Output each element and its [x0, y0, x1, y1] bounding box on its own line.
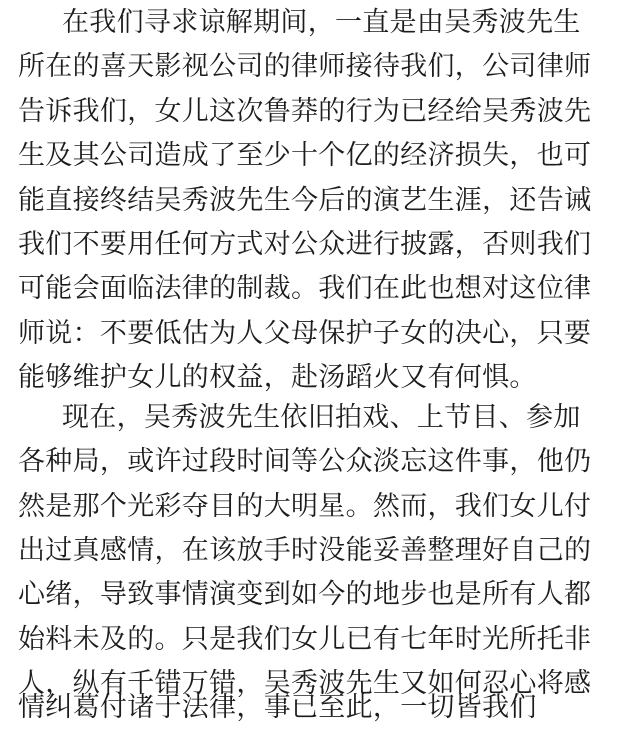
paragraph-2-line-7: 人，纵有千错万错，吴秀波先生又如何忍心将感 — [18, 668, 592, 699]
paragraph-2-line-8-cropped: 情纠葛付诸于法律，事已至此，一切皆我们 — [18, 692, 537, 723]
paragraph-2-line-5: 心绪，导致事情演变到如今的地步也是所有人都 — [18, 579, 592, 610]
paragraph-1-line-7: 可能会面临法律的制裁。我们在此也想对这位律 — [18, 273, 592, 304]
paragraph-2-line-6: 始料未及的。只是我们女儿已有七年时光所托非 — [18, 624, 592, 655]
paragraph-1-line-4: 生及其公司造成了至少十个亿的经济损失，也可 — [18, 140, 592, 171]
paragraph-2-line-2: 各种局，或许过段时间等公众淡忘这件事，他仍 — [18, 446, 592, 477]
paragraph-1-line-2: 所在的喜天影视公司的律师接待我们，公司律师 — [18, 51, 592, 82]
paragraph-1-line-6: 我们不要用任何方式对公众进行披露，否则我们 — [18, 229, 592, 260]
paragraph-1-line-8: 师说：不要低估为人父母保护子女的决心，只要 — [18, 318, 592, 349]
paragraph-2-line-1: 现在，吴秀波先生依旧拍戏、上节目、参加 — [62, 402, 581, 433]
paragraph-1-line-3: 告诉我们，女儿这次鲁莽的行为已经给吴秀波先 — [18, 96, 592, 127]
paragraph-1-line-1: 在我们寻求谅解期间，一直是由吴秀波先生 — [62, 7, 581, 38]
paragraph-2-line-3: 然是那个光彩夺目的大明星。然而，我们女儿付 — [18, 491, 592, 522]
paragraph-1-line-5: 能直接终结吴秀波先生今后的演艺生涯，还告诫 — [18, 185, 592, 216]
paragraph-2-line-4: 出过真感情，在该放手时没能妥善整理好自己的 — [18, 535, 592, 566]
paragraph-1-line-9: 能够维护女儿的权益，赴汤蹈火又有何惧。 — [18, 362, 537, 393]
